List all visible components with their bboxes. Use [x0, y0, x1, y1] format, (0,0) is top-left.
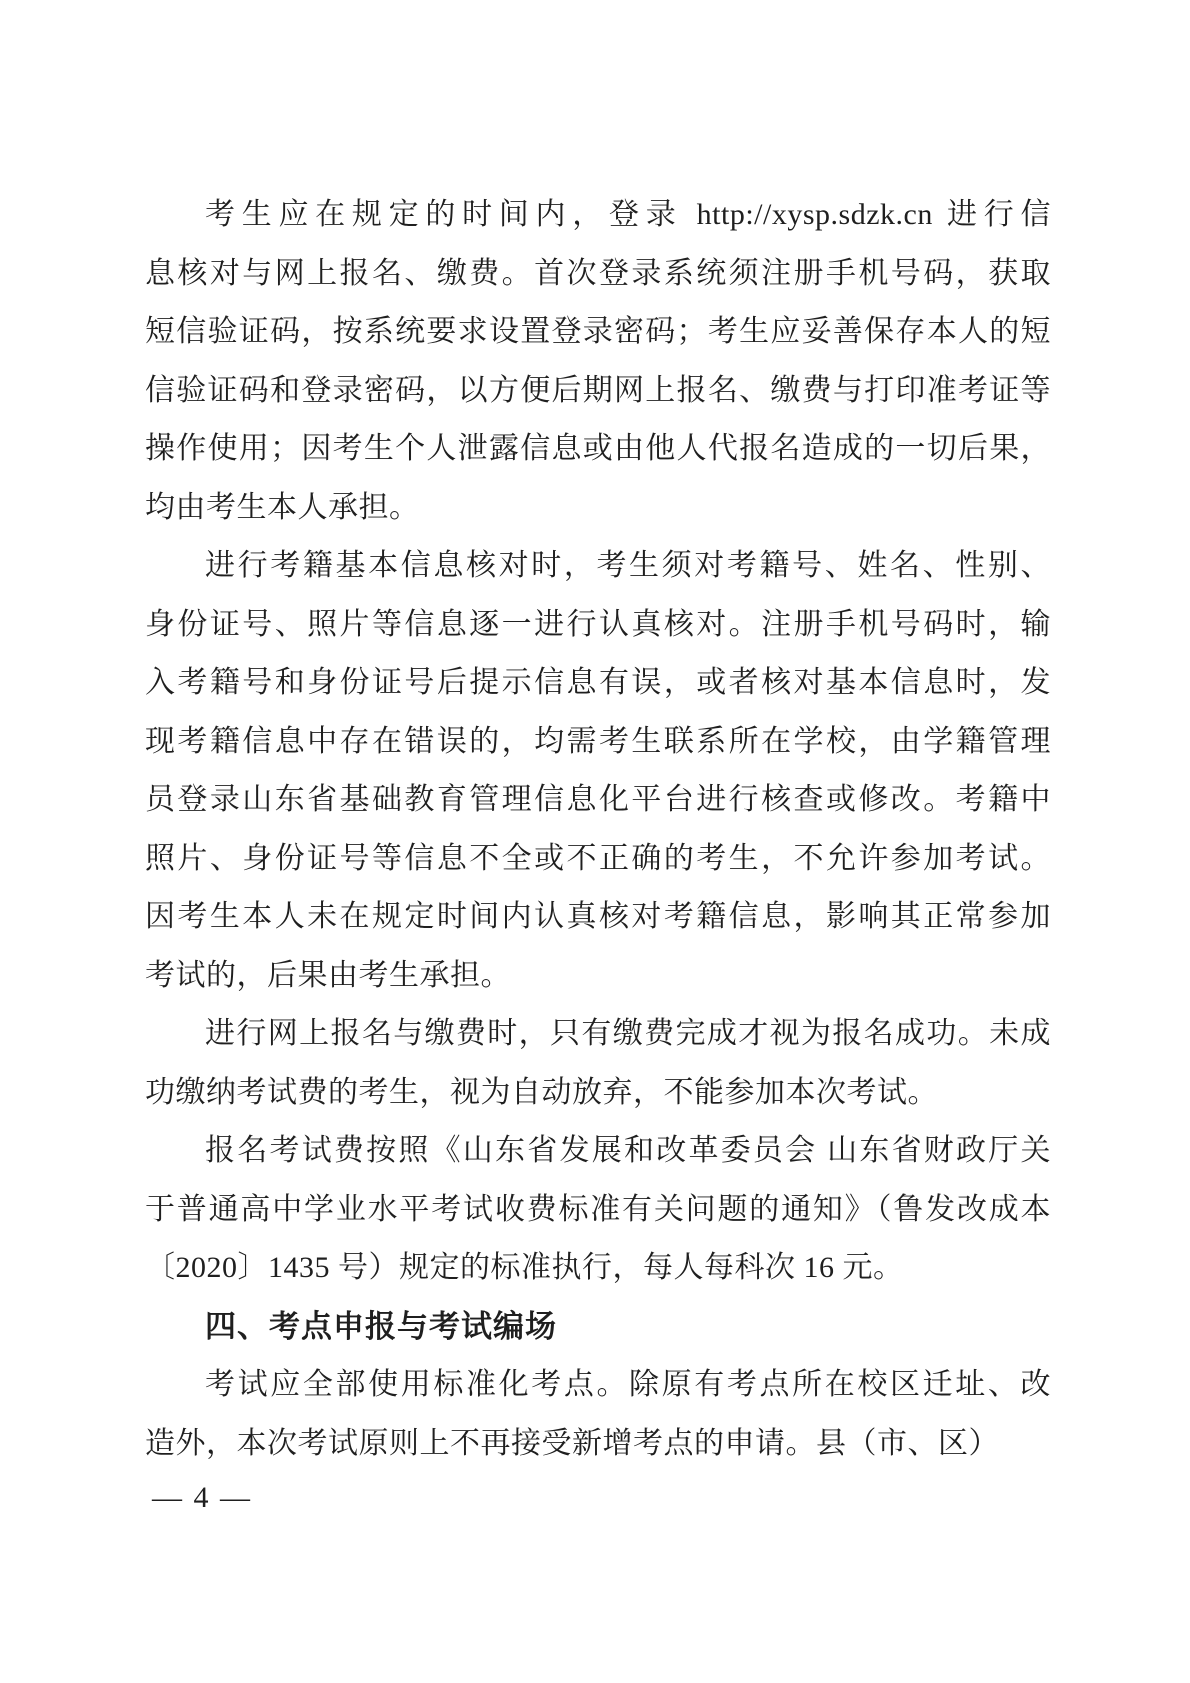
body-line: 进行网上报名与缴费时，只有缴费完成才视为报名成功。未成: [205, 1017, 1051, 1050]
body-line: 操作使用；因考生个人泄露信息或由他人代报名造成的一切后果，: [145, 432, 1051, 465]
document-body: [145, 186, 1051, 1473]
body-line: 因考生本人未在规定时间内认真核对考籍信息，影响其正常参加: [145, 900, 1051, 933]
body-line: 均由考生本人承担。: [145, 490, 420, 524]
body-line: 功缴纳考试费的考生，视为自动放弃，不能参加本次考试。: [145, 1075, 938, 1109]
body-line: 员登录山东省基础教育管理信息化平台进行核查或修改。考籍中: [145, 783, 1051, 816]
body-line: 息核对与网上报名、缴费。首次登录系统须注册手机号码，获取: [145, 256, 1051, 290]
body-line: 入考籍号和身份证号后提示信息有误，或者核对基本信息时，发: [145, 666, 1051, 699]
body-line: 考试应全部使用标准化考点。除原有考点所在校区迁址、改: [205, 1368, 1051, 1401]
body-line: 造外，本次考试原则上不再接受新增考点的申请。县（市、区）: [145, 1426, 999, 1460]
body-line: 〔2020〕1435 号）规定的标准执行，每人每科次 16 元。: [145, 1251, 904, 1284]
body-line: 短信验证码，按系统要求设置登录密码；考生应妥善保存本人的短: [145, 315, 1051, 348]
body-line: 报名考试费按照《山东省发展和改革委员会 山东省财政厅关: [205, 1134, 1051, 1167]
body-line: 于普通高中学业水平考试收费标准有关问题的通知》（鲁发改成本: [145, 1192, 1051, 1226]
body-line: 考生应在规定的时间内，登录 http://xysp.sdzk.cn 进行信: [205, 198, 1051, 231]
page-number: — 4 —: [152, 1481, 252, 1514]
body-line: 考试的，后果由考生承担。: [145, 958, 511, 992]
body-line: 进行考籍基本信息核对时，考生须对考籍号、姓名、性别、: [205, 549, 1051, 582]
body-line: 信验证码和登录密码，以方便后期网上报名、缴费与打印准考证等: [145, 373, 1051, 407]
body-line: 照片、身份证号等信息不全或不正确的考生，不允许参加考试。: [145, 841, 1051, 875]
body-line: 现考籍信息中存在错误的，均需考生联系所在学校，由学籍管理: [145, 724, 1051, 758]
section-heading: 四、考点申报与考试编场: [205, 1308, 557, 1344]
body-line: 身份证号、照片等信息逐一进行认真核对。注册手机号码时，输: [145, 607, 1051, 641]
